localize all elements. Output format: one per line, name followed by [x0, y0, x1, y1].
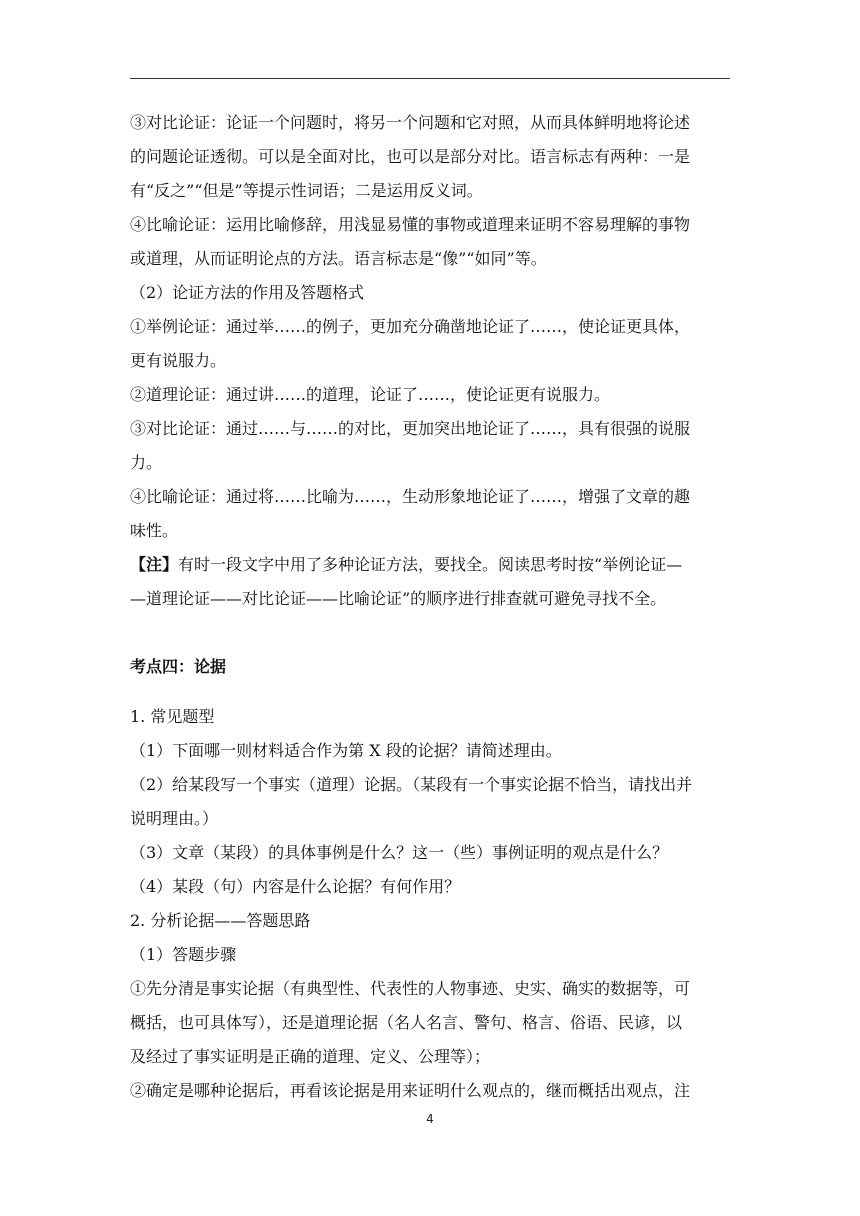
paragraph-line: 或道理，从而证明论点的方法。语言标志是“像”“如同”等。: [130, 249, 547, 268]
paragraph-line: ④比喻论证：运用比喻修辞，用浅显易懂的事物或道理来证明不容易理解的事物: [130, 215, 691, 234]
list-item: （3）文章（某段）的具体事例是什么？这一（些）事例证明的观点是什么？: [130, 843, 669, 862]
list-item: （1）答题步骤: [130, 945, 237, 964]
page-number: 4: [426, 1112, 434, 1126]
paragraph-line: 力。: [130, 453, 163, 472]
paragraph-line: ②道理论证：通过讲……的道理，论证了……，使论证更有说服力。: [130, 385, 611, 404]
note-text: 有时一段文字中用了多种论证方法，要找全。阅读思考时按“举例论证—: [178, 555, 683, 574]
paragraph-line: ①举例论证：通过举……的例子，更加充分确凿地论证了……，使论证更具体，: [130, 317, 691, 336]
paragraph-line: ③对比论证：通过……与……的对比，更加突出地论证了……，具有很强的说服: [130, 419, 691, 438]
list-item: （4）某段（句）内容是什么论据？有何作用？: [130, 877, 461, 896]
list-item: （2）给某段写一个事实（道理）论据。（某段有一个事实论据不恰当，请找出并: [130, 775, 693, 794]
note-line: [130, 548, 733, 582]
note-label: 【注】: [130, 555, 179, 574]
subheading: （2）论证方法的作用及答题格式: [130, 283, 365, 302]
paragraph-line: ②确定是哪种论据后，再看该论据是用来证明什么观点的，继而概括出观点，注: [130, 1081, 691, 1100]
header-rule: [130, 78, 730, 79]
paragraph-line: ①先分清是事实论据（有典型性、代表性的人物事迹、史实、确实的数据等，可: [130, 979, 691, 998]
list-heading: 1. 常见题型: [130, 707, 215, 726]
paragraph-line: ④比喻论证：通过将……比喻为……，生动形象地论证了……，增强了文章的趣: [130, 487, 691, 506]
paragraph-line: 概括，也可具体写），还是道理论据（名人名言、警句、格言、俗语、民谚，以: [130, 1013, 683, 1032]
document-body: [130, 106, 733, 1108]
list-heading: 2. 分析论据——答题思路: [130, 911, 311, 930]
paragraph-line: 更有说服力。: [130, 351, 227, 370]
paragraph-line: 味性。: [130, 521, 179, 540]
paragraph-line: 有“反之”“但是”等提示性词语；二是运用反义词。: [130, 181, 483, 200]
paragraph-line: —道理论证——对比论证——比喻论证”的顺序进行排查就可避免寻找不全。: [130, 589, 667, 608]
paragraph-line: 及经过了事实证明是正确的道理、定义、公理等）；: [130, 1047, 491, 1066]
list-item: （1）下面哪一则材料适合作为第 X 段的论据？请简述理由。: [130, 741, 562, 760]
list-item: 说明理由。）: [130, 809, 219, 828]
section-title: 考点四：论据: [130, 657, 227, 676]
paragraph-line: 的问题论证透彻。可以是全面对比，也可以是部分对比。语言标志有两种：一是: [130, 147, 691, 166]
paragraph-line: ③对比论证：论证一个问题时，将另一个问题和它对照，从而具体鲜明地将论述: [130, 113, 691, 132]
